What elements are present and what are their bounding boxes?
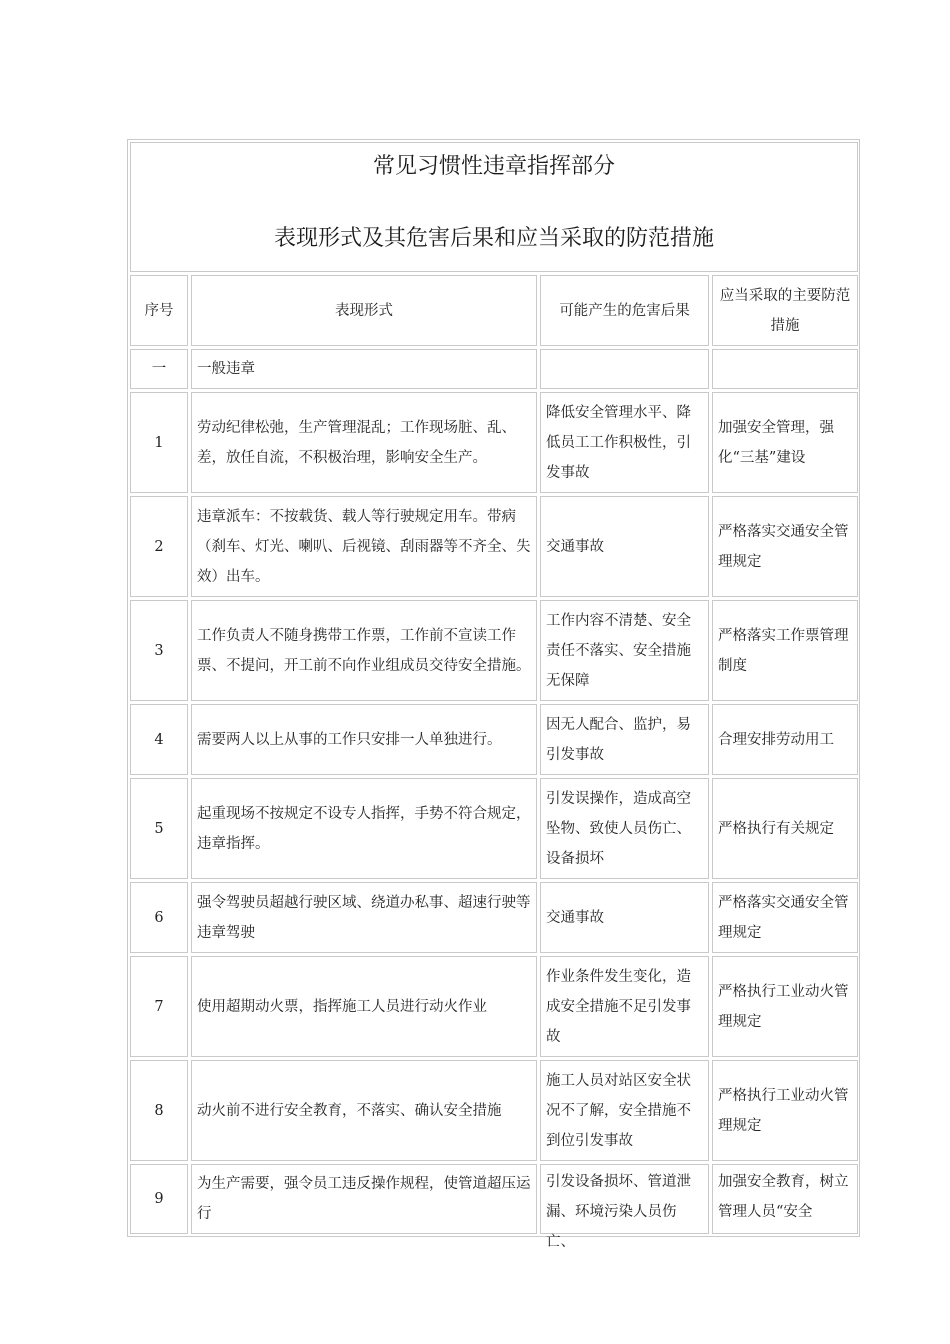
row-8-no: 8 <box>130 1060 188 1161</box>
row-4-harm: 因无人配合、监护，易引发事故 <box>540 704 709 775</box>
row-9-harm: 引发设备损坏、管道泄漏、环境污染人员伤亡、 <box>540 1164 709 1234</box>
row-6-measure: 严格落实交通安全管理规定 <box>712 882 858 953</box>
row-5-no: 5 <box>130 778 188 879</box>
row-8-form: 动火前不进行安全教育，不落实、确认安全措施 <box>191 1060 537 1161</box>
row-2-no: 2 <box>130 496 188 597</box>
row-7-harm: 作业条件发生变化，造成安全措施不足引发事故 <box>540 956 709 1057</box>
row-6-form: 强令驾驶员超越行驶区域、绕道办私事、超速行驶等违章驾驶 <box>191 882 537 953</box>
row-5-measure: 严格执行有关规定 <box>712 778 858 879</box>
row-3-form: 工作负责人不随身携带工作票，工作前不宣读工作票、不提问，开工前不向作业组成员交待安全措施。 <box>191 600 537 701</box>
row-3-no: 3 <box>130 600 188 701</box>
row-5-harm: 引发误操作，造成高空坠物、致使人员伤亡、设备损坏 <box>540 778 709 879</box>
row-7-form: 使用超期动火票，指挥施工人员进行动火作业 <box>191 956 537 1057</box>
row-1-no: 1 <box>130 392 188 493</box>
row-4-form: 需要两人以上从事的工作只安排一人单独进行。 <box>191 704 537 775</box>
row-2-measure: 严格落实交通安全管理规定 <box>712 496 858 597</box>
row-9-measure: 加强安全教育，树立管理人员“安全 <box>712 1164 858 1234</box>
row-1-form: 劳动纪律松弛，生产管理混乱；工作现场脏、乱、差，放任自流，不积极治理，影响安全生产。 <box>191 392 537 493</box>
header-harm: 可能产生的危害后果 <box>540 275 709 346</box>
section-empty-cell <box>712 349 858 389</box>
table-title-cell <box>130 142 858 272</box>
row-2-form: 违章派车：不按载货、载人等行驶规定用车。带病（刹车、灯光、喇叭、后视镜、刮雨器等不齐全、失效）出车。 <box>191 496 537 597</box>
header-measure: 应当采取的主要防范措施 <box>712 275 858 346</box>
row-6-no: 6 <box>130 882 188 953</box>
row-8-harm: 施工人员对站区安全状况不了解，安全措施不到位引发事故 <box>540 1060 709 1161</box>
header-form: 表现形式 <box>191 275 537 346</box>
row-8-measure: 严格执行工业动火管理规定 <box>712 1060 858 1161</box>
section-label: 一般违章 <box>191 349 537 389</box>
row-5-form: 起重现场不按规定不设专人指挥，手势不符合规定，违章指挥。 <box>191 778 537 879</box>
page-title: 常见习惯性违章指挥部分 <box>372 154 615 179</box>
header-no: 序号 <box>130 275 188 346</box>
row-7-measure: 严格执行工业动火管理规定 <box>712 956 858 1057</box>
row-4-measure: 合理安排劳动用工 <box>712 704 858 775</box>
row-3-measure: 严格落实工作票管理制度 <box>712 600 858 701</box>
row-6-harm: 交通事故 <box>540 882 709 953</box>
section-empty-cell <box>540 349 709 389</box>
row-1-measure: 加强安全管理，强化“三基”建设 <box>712 392 858 493</box>
row-4-no: 4 <box>130 704 188 775</box>
row-7-no: 7 <box>130 956 188 1057</box>
page-subtitle: 表现形式及其危害后果和应当采取的防范措施 <box>273 226 714 251</box>
row-9-no: 9 <box>130 1164 188 1234</box>
row-1-harm: 降低安全管理水平、降低员工工作积极性，引发事故 <box>540 392 709 493</box>
row-9-form: 为生产需要，强令员工违反操作规程，使管道超压运行 <box>191 1164 537 1234</box>
section-no: 一 <box>130 349 188 389</box>
row-2-harm: 交通事故 <box>540 496 709 597</box>
row-3-harm: 工作内容不清楚、安全责任不落实、安全措施无保障 <box>540 600 709 701</box>
